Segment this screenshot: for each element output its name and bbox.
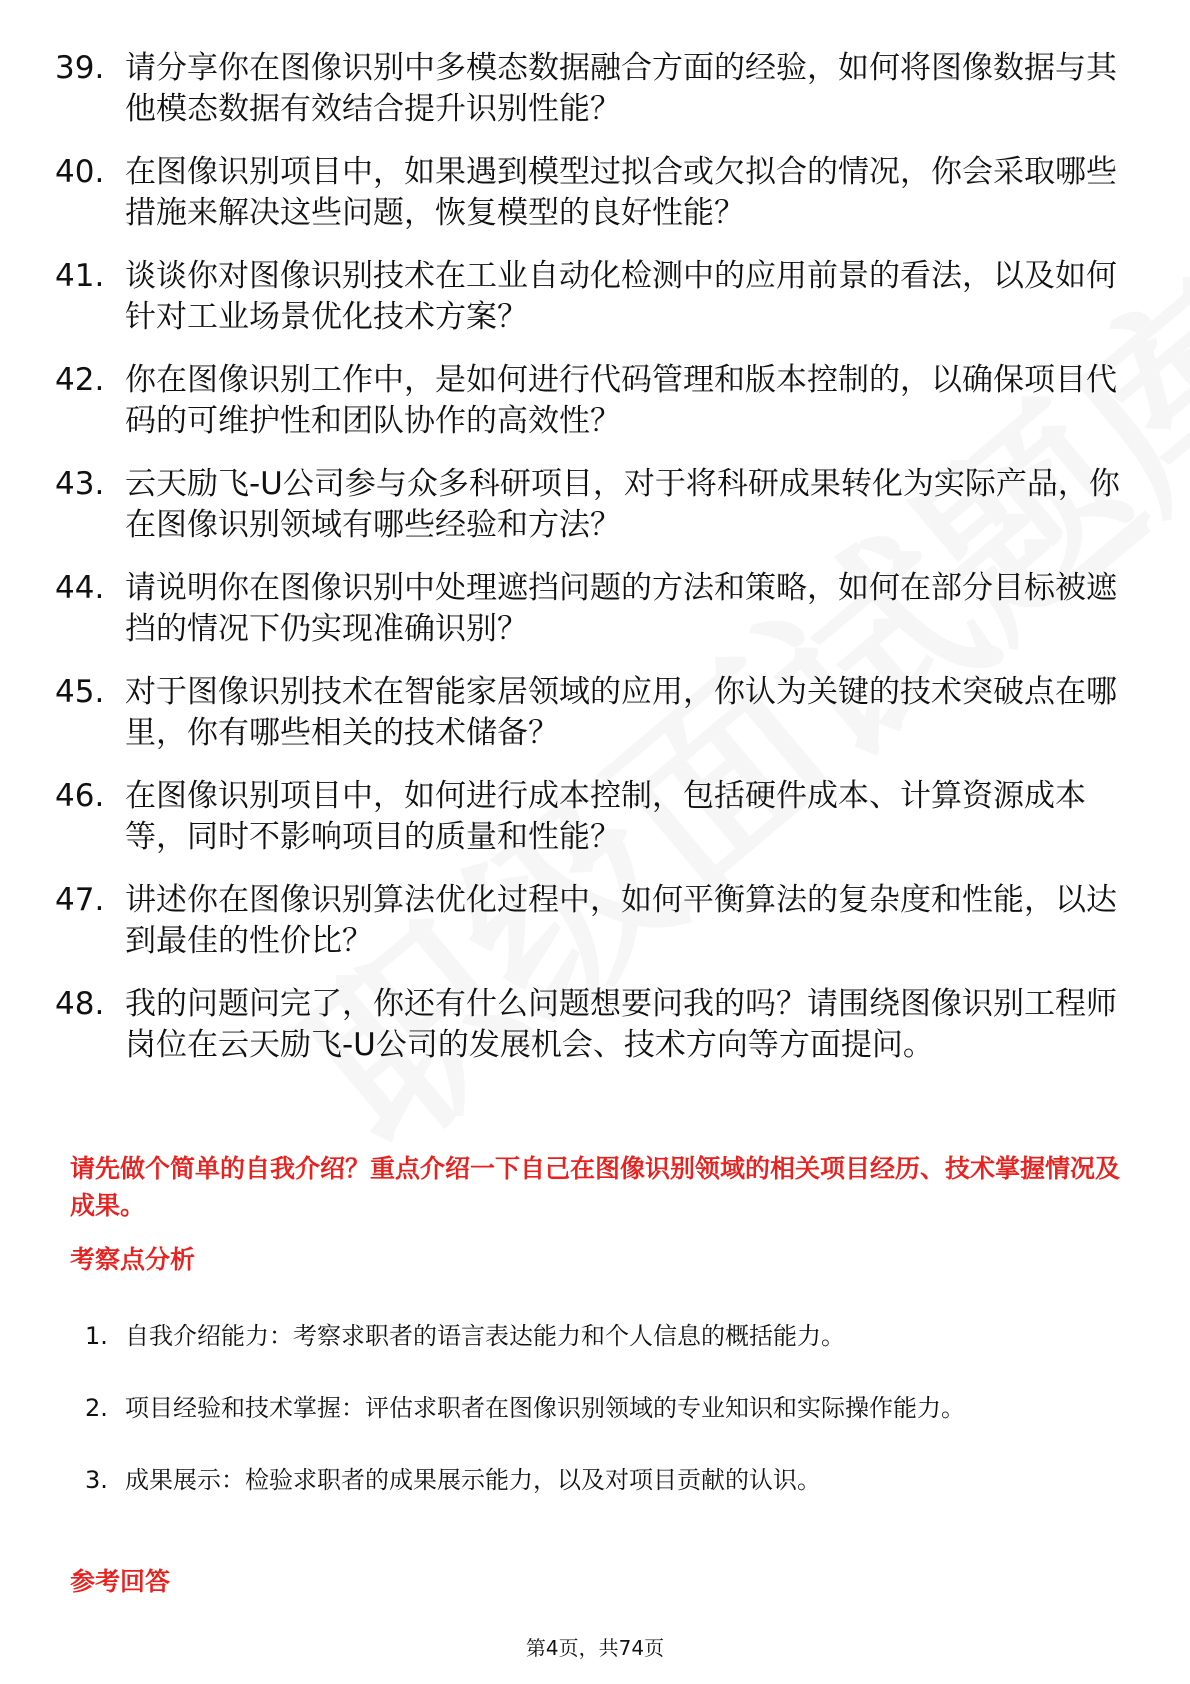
- list-item: [55, 568, 1135, 650]
- question-text: 谈谈你对图像识别技术在工业自动化检测中的应用前景的看法，以及如何针对工业场景优化技术方案？: [125, 258, 1117, 335]
- analysis-number: 3.: [85, 1466, 108, 1494]
- question-text: 云天励飞-U公司参与众多科研项目，对于将科研成果转化为实际产品，你在图像识别领域有哪些经验和方法？: [125, 466, 1120, 543]
- question-text: 对于图像识别技术在智能家居领域的应用，你认为关键的技术突破点在哪里，你有哪些相关的技术储备？: [125, 674, 1117, 751]
- question-number: 47.: [55, 882, 105, 918]
- page-footer: [0, 1632, 1190, 1661]
- list-item: [85, 1454, 1095, 1507]
- question-text: 在图像识别项目中，如果遇到模型过拟合或欠拟合的情况，你会采取哪些措施来解决这些问题，恢复模型的良好性能？: [125, 154, 1117, 231]
- list-item: [55, 880, 1135, 962]
- question-number: 39.: [55, 50, 105, 86]
- question-number: 42.: [55, 362, 105, 398]
- question-text: 请说明你在图像识别中处理遮挡问题的方法和策略，如何在部分目标被遮挡的情况下仍实现准确识别？: [125, 570, 1117, 647]
- analysis-text: 自我介绍能力：考察求职者的语言表达能力和个人信息的概括能力。: [125, 1322, 845, 1350]
- list-item: [55, 48, 1135, 130]
- question-number: 44.: [55, 570, 105, 606]
- list-item: [85, 1382, 1095, 1435]
- question-list: [55, 48, 1135, 1088]
- page-number: 第4页，共74页: [525, 1636, 665, 1660]
- list-item: [55, 984, 1135, 1066]
- list-item: [55, 464, 1135, 546]
- analysis-text: 项目经验和技术掌握：评估求职者在图像识别领域的专业知识和实际操作能力。: [125, 1394, 965, 1422]
- list-item: [55, 672, 1135, 754]
- question-number: 48.: [55, 986, 105, 1022]
- analysis-number: 2.: [85, 1394, 108, 1422]
- question-number: 45.: [55, 674, 105, 710]
- analysis-list: [85, 1310, 1095, 1526]
- highlight-question: 请先做个简单的自我介绍？重点介绍一下自己在图像识别领域的相关项目经历、技术掌握情况及成果。: [70, 1154, 1121, 1220]
- list-item: [55, 256, 1135, 338]
- question-number: 46.: [55, 778, 105, 814]
- question-text: 你在图像识别工作中，是如何进行代码管理和版本控制的，以确保项目代码的可维护性和团队协作的高效性？: [125, 362, 1117, 439]
- question-text: 我的问题问完了，你还有什么问题想要问我的吗？请围绕图像识别工程师岗位在云天励飞-U公司的发展机会、技术方向等方面提问。: [125, 986, 1117, 1063]
- list-item: [55, 152, 1135, 234]
- question-number: 40.: [55, 154, 105, 190]
- question-text: 在图像识别项目中，如何进行成本控制，包括硬件成本、计算资源成本等，同时不影响项目的质量和性能？: [125, 778, 1086, 855]
- reference-title: 参考回答: [70, 1567, 171, 1596]
- question-text: 请分享你在图像识别中多模态数据融合方面的经验，如何将图像数据与其他模态数据有效结合提升识别性能？: [125, 50, 1117, 127]
- analysis-title: 考察点分析: [70, 1245, 196, 1274]
- question-text: 讲述你在图像识别算法优化过程中，如何平衡算法的复杂度和性能，以达到最佳的性价比？: [125, 882, 1117, 959]
- list-item: [85, 1310, 1095, 1363]
- list-item: [55, 360, 1135, 442]
- question-number: 43.: [55, 466, 105, 502]
- analysis-text: 成果展示：检验求职者的成果展示能力，以及对项目贡献的认识。: [125, 1466, 821, 1494]
- analysis-number: 1.: [85, 1322, 108, 1350]
- list-item: [55, 776, 1135, 858]
- question-number: 41.: [55, 258, 105, 294]
